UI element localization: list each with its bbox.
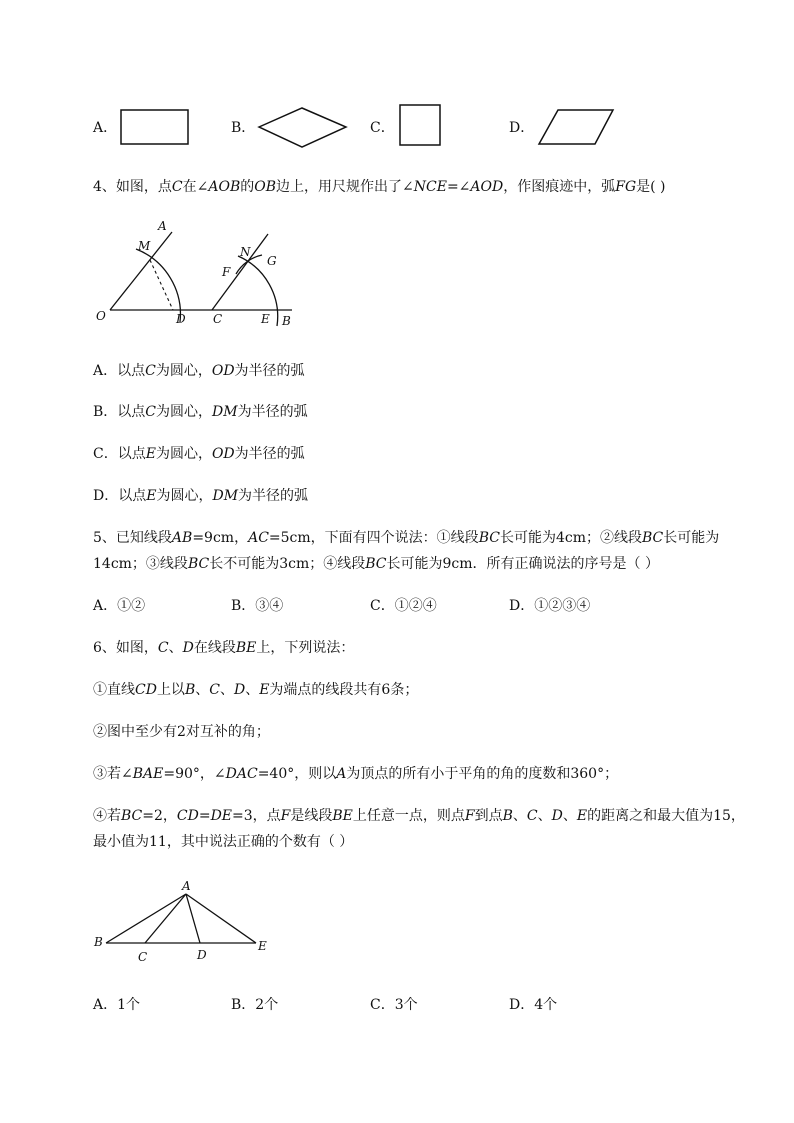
q6-option-d: D．4个 — [509, 997, 558, 1013]
var-bc: BC — [478, 530, 500, 546]
var-f: F — [280, 808, 291, 824]
q6-text: 、 — [168, 640, 183, 656]
q3-option-d-label: D． — [509, 120, 535, 136]
q3-option-b-label: B． — [231, 120, 256, 136]
label-b: B — [282, 314, 291, 328]
q6-text: 为顶点的所有小于平角的角的度数和360°； — [346, 766, 619, 782]
var-aod: AOD — [470, 179, 504, 195]
q5-text: =5cm，下面有四个说法：①线段 — [268, 530, 479, 546]
q6-text: ④若 — [93, 808, 121, 824]
option-var: DM — [212, 488, 239, 504]
q4-text: =∠ — [446, 179, 471, 195]
label-n: N — [240, 245, 251, 259]
q5-option-d: D．①②③④ — [509, 598, 591, 614]
var-c: C — [526, 808, 538, 824]
var-de: DE — [210, 808, 233, 824]
option-var: C — [145, 404, 157, 420]
var-c: C — [171, 179, 183, 195]
var-a: A — [336, 766, 347, 782]
label-a: A — [182, 879, 191, 893]
var-bc: BC — [121, 808, 143, 824]
q5-text: 长不可能为3cm；④线段 — [209, 556, 366, 572]
q6-text: 、 — [245, 682, 260, 698]
var-bc: BC — [641, 530, 664, 546]
segment-ac — [145, 894, 186, 943]
q5-text: 5、已知线段 — [93, 530, 172, 546]
var-dac: DAC — [225, 766, 258, 782]
q6-text: 是线段 — [290, 808, 333, 824]
option-text: 为半径的弧 — [238, 488, 309, 504]
var-bc: BC — [365, 556, 387, 572]
option-var: OD — [211, 446, 235, 462]
q6-text: = — [198, 808, 211, 824]
option-text: 为圆心， — [155, 446, 212, 462]
q6-text: 到点 — [474, 808, 503, 824]
option-var: E — [145, 446, 156, 462]
option-text: 为半径的弧 — [234, 363, 305, 379]
option-var: E — [146, 488, 157, 504]
option-text: C．以点 — [93, 446, 146, 462]
var-bc: BC — [187, 556, 210, 572]
var-c: C — [157, 640, 169, 656]
label-e: E — [258, 939, 267, 953]
var-ac: AC — [248, 530, 269, 546]
label-o: O — [96, 309, 106, 323]
option-text: 为圆心， — [156, 404, 213, 420]
q6-text: 、 — [195, 682, 210, 698]
q6-text: ③若∠ — [93, 766, 133, 782]
q5-option-a: A．①② — [93, 598, 146, 614]
var-cd: CD — [176, 808, 199, 824]
q4-text: 在∠ — [182, 179, 209, 195]
q6-text: 上，下列说法： — [256, 640, 355, 656]
var-e: E — [576, 808, 588, 824]
q4-text: 如图，点 — [115, 179, 172, 195]
label-d: D — [176, 312, 186, 326]
q5-text: 长可能为4cm；②线段 — [499, 530, 642, 546]
q6-text: 的距离之和最大值为15， — [587, 808, 745, 824]
var-b: B — [184, 682, 196, 698]
label-c: C — [138, 950, 148, 964]
option-text: 为圆心， — [156, 488, 213, 504]
segment-ae — [186, 894, 256, 943]
q6-text: 、 — [219, 682, 234, 698]
q4-text: 边上，用尺规作出了∠ — [276, 179, 414, 195]
q5-text: =9cm， — [192, 530, 249, 546]
q6-text: 上任意一点，则点 — [352, 808, 465, 824]
option-text: 为半径的弧 — [234, 446, 305, 462]
var-c: C — [209, 682, 220, 698]
var-e: E — [259, 682, 270, 698]
label-a: A — [158, 219, 167, 233]
q4-text: ，作图痕迹中，弧 — [503, 179, 616, 195]
option-var: DM — [212, 404, 238, 420]
q6-statement-4-line2: 最小值为11，其中说法正确的个数有（ ） — [93, 834, 354, 850]
var-f: F — [464, 808, 475, 824]
label-b: B — [94, 935, 103, 949]
q5-text: 长可能为9cm．所有正确说法的序号是（ ） — [386, 556, 659, 572]
var-d: D — [182, 640, 194, 656]
option-text: B．以点 — [93, 404, 146, 420]
q6-statement-2: ②图中至少有2对互补的角； — [93, 724, 270, 740]
var-cd: CD — [135, 682, 157, 698]
q6-text: 6、如图， — [93, 640, 158, 656]
var-b: B — [502, 808, 513, 824]
var-d: D — [233, 682, 246, 698]
q6-text: ①直线 — [93, 682, 135, 698]
var-be: BE — [235, 640, 257, 656]
var-ab: AB — [171, 530, 193, 546]
q6-option-a: A．1个 — [93, 997, 141, 1013]
label-d: D — [197, 948, 207, 962]
var-d: D — [551, 808, 563, 824]
var-fg: FG — [615, 179, 637, 195]
option-text: A．以点 — [93, 363, 146, 379]
q6-text: 在线段 — [193, 640, 236, 656]
label-f: F — [222, 265, 231, 279]
var-be: BE — [332, 808, 353, 824]
q6-text: =40°，则以 — [257, 766, 337, 782]
q5-text: 14cm；③线段 — [93, 556, 188, 572]
q6-text: =90°，∠ — [163, 766, 226, 782]
label-c: C — [213, 312, 223, 326]
q6-text: =2， — [142, 808, 177, 824]
option-var: C — [145, 363, 156, 379]
segment-ab — [106, 894, 186, 943]
label-m: M — [138, 239, 151, 253]
option-text: 为圆心， — [155, 363, 212, 379]
q5-option-c: C．①②④ — [370, 598, 437, 614]
q6-text: 、 — [562, 808, 577, 824]
q4-number: 4、 — [93, 179, 116, 195]
q6-text: =3，点 — [232, 808, 281, 824]
q6-text: 、 — [512, 808, 527, 824]
var-nce: NCE — [413, 179, 447, 195]
q3-option-a-label: A． — [93, 120, 118, 136]
q5-text: 长可能为 — [663, 530, 720, 546]
option-text: 为半径的弧 — [237, 404, 308, 420]
q6-text: 、 — [537, 808, 552, 824]
q6-text: 为端点的线段共有6条； — [269, 682, 419, 698]
q5-option-b: B．③④ — [231, 598, 284, 614]
var-bae: BAE — [132, 766, 164, 782]
option-text: D．以点 — [93, 488, 147, 504]
q3-option-c-label: C． — [370, 120, 395, 136]
label-g: G — [267, 254, 277, 268]
q4-text: 的 — [240, 179, 255, 195]
segment-ad — [186, 894, 200, 943]
q6-option-c: C．3个 — [370, 997, 418, 1013]
var-ob: OB — [254, 179, 277, 195]
q4-text: 是( ) — [636, 179, 666, 195]
q6-text: 上以 — [156, 682, 185, 698]
var-aob: AOB — [208, 179, 241, 195]
option-var: OD — [211, 363, 235, 379]
q6-option-b: B．2个 — [231, 997, 279, 1013]
label-e: E — [261, 312, 270, 326]
